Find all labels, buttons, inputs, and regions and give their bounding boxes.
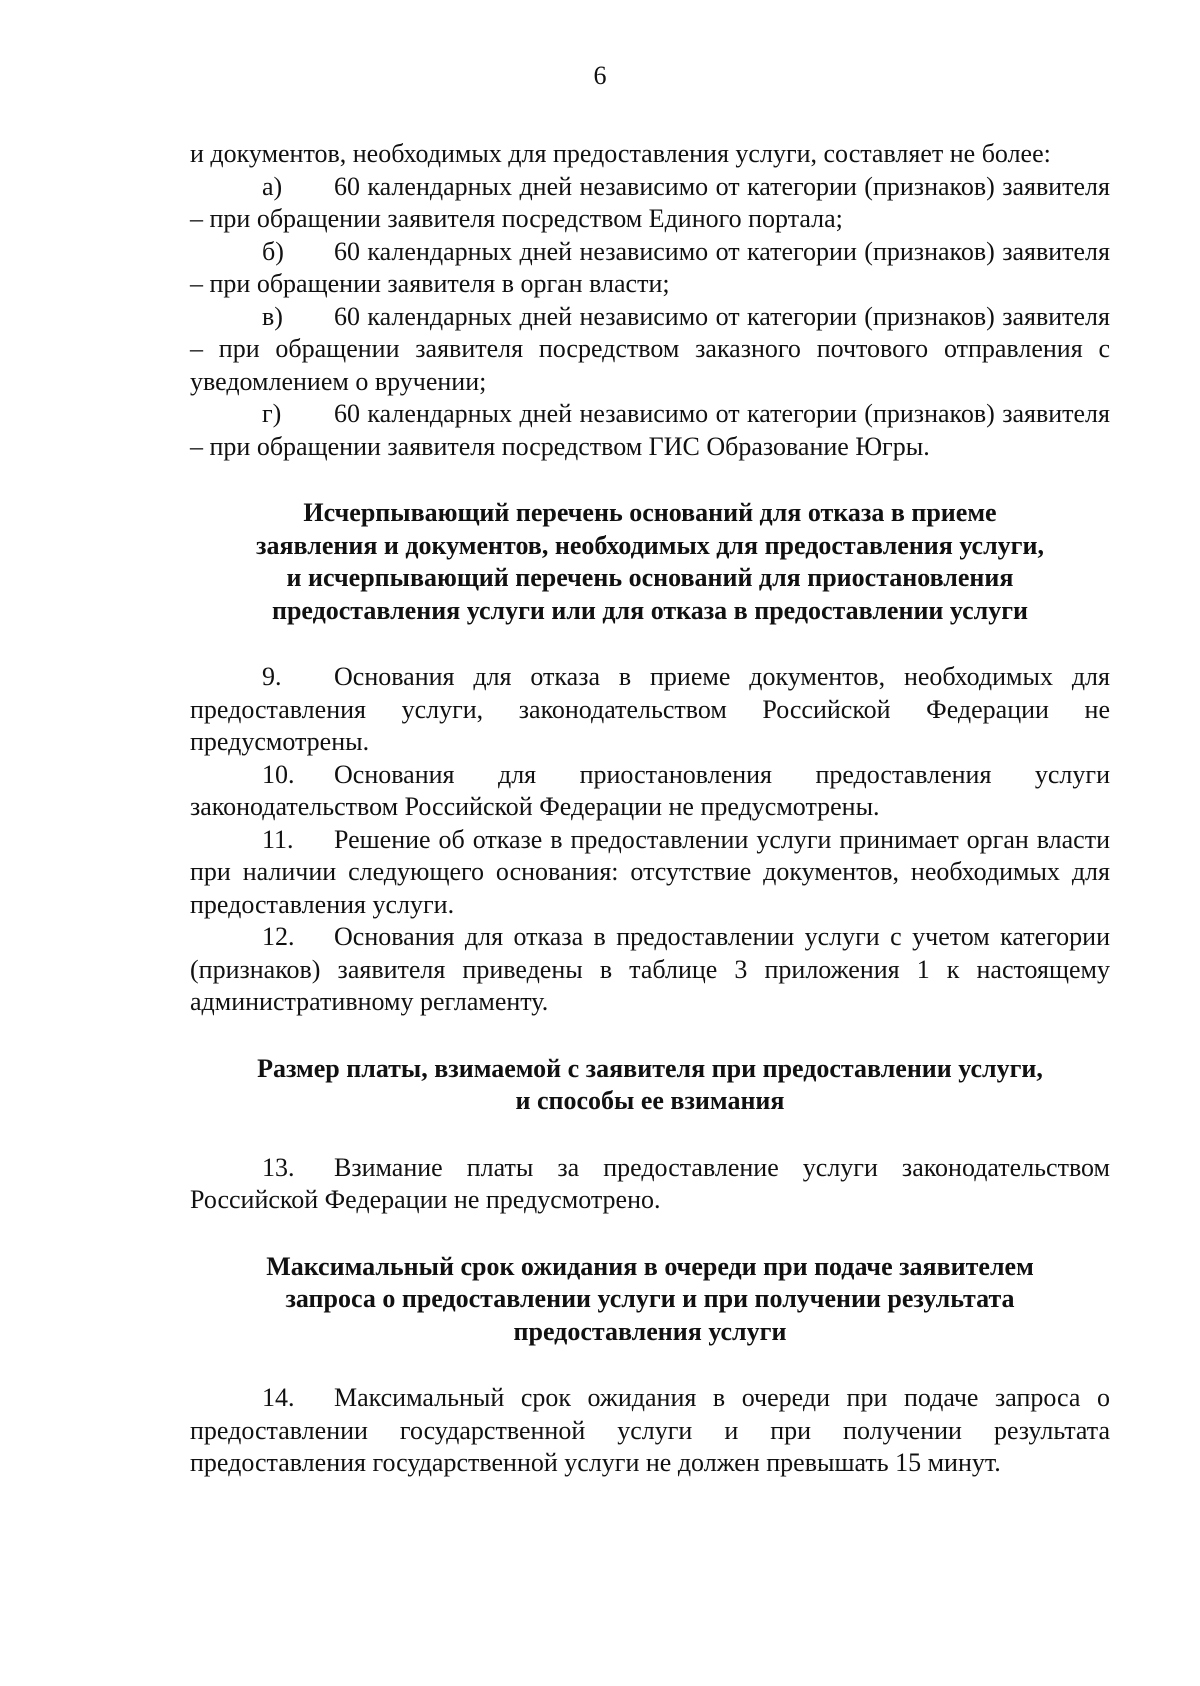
item-number: 12. bbox=[262, 922, 295, 951]
numbered-paragraph bbox=[190, 661, 1110, 759]
item-text: 60 календарных дней независимо от категории (признаков) заявителя – при обращении заявителя посредством Единого портала; bbox=[190, 171, 1110, 233]
item-number: 9. bbox=[262, 662, 282, 691]
item-number: 14. bbox=[262, 1383, 295, 1412]
item-text: Взимание платы за предоставление услуги законодательством Российской Федерации не предусмотрено. bbox=[190, 1152, 1110, 1214]
list-item bbox=[190, 236, 1110, 301]
item-text: 60 календарных дней независимо от категории (признаков) заявителя – при обращении заявителя в орган власти; bbox=[190, 236, 1110, 298]
item-number: 13. bbox=[262, 1152, 295, 1182]
list-item bbox=[190, 171, 1110, 236]
item-text: Основания для отказа в предоставлении услуги с учетом категории (признаков) заявителя приведены в таблице 3 приложения 1 к настоящему административному регламенту. bbox=[190, 922, 1110, 1016]
numbered-paragraph bbox=[190, 759, 1110, 824]
item-number: 10. bbox=[262, 759, 295, 789]
section-heading-queue: Максимальный срок ожидания в очереди при подаче заявителем запроса о предоставлении услуги и при получении результата предоставления услуги bbox=[266, 1251, 1034, 1346]
item-marker: а) bbox=[262, 171, 283, 201]
item-text: Решение об отказе в предоставлении услуги принимает орган власти при наличии следующего основания: отсутствие документов, необходимых для предоставления услуги. bbox=[190, 824, 1110, 919]
numbered-paragraph bbox=[190, 1152, 1110, 1217]
item-text: 60 календарных дней независимо от категории (признаков) заявителя – при обращении заявителя посредством ГИС Образование Югры. bbox=[190, 399, 1110, 461]
item-marker: г) bbox=[262, 399, 282, 428]
section-heading-refusal: Исчерпывающий перечень оснований для отказа в приеме заявления и документов, необходимых для предоставления услуги, и исчерпывающий перечень оснований для приостановления предоставления услуги или для отказа в предоставлении услуги bbox=[256, 498, 1044, 625]
document-body bbox=[190, 138, 1110, 1480]
numbered-paragraph bbox=[190, 824, 1110, 922]
time-limits-list bbox=[190, 171, 1110, 464]
queue-items bbox=[190, 1382, 1110, 1480]
item-text: 60 календарных дней независимо от категории (признаков) заявителя – при обращении заявителя посредством заказного почтового отправления с уведомлением о вручении; bbox=[190, 301, 1110, 396]
item-marker: в) bbox=[262, 301, 283, 331]
fee-items bbox=[190, 1152, 1110, 1217]
item-number: 11. bbox=[262, 824, 294, 854]
numbered-paragraph bbox=[190, 921, 1110, 1019]
item-marker: б) bbox=[262, 236, 284, 266]
page-number: 6 bbox=[593, 61, 607, 90]
item-text: Максимальный срок ожидания в очереди при подаче запроса о предоставлении государственной услуги и при получении результата предоставления государственной услуги не должен превышать 15 минут. bbox=[190, 1383, 1110, 1477]
refusal-items bbox=[190, 661, 1110, 1019]
section-heading-fee: Размер платы, взимаемой с заявителя при предоставлении услуги, и способы ее взимания bbox=[257, 1053, 1043, 1115]
list-item bbox=[190, 398, 1110, 463]
item-text: Основания для отказа в приеме документов, необходимых для предоставления услуги, законодательством Российской Федерации не предусмотрены. bbox=[190, 662, 1110, 756]
numbered-paragraph bbox=[190, 1382, 1110, 1480]
list-item bbox=[190, 301, 1110, 399]
intro-paragraph: и документов, необходимых для предоставления услуги, составляет не более: bbox=[190, 139, 1051, 168]
item-text: Основания для приостановления предоставления услуги законодательством Российской Федерации не предусмотрены. bbox=[190, 759, 1110, 821]
